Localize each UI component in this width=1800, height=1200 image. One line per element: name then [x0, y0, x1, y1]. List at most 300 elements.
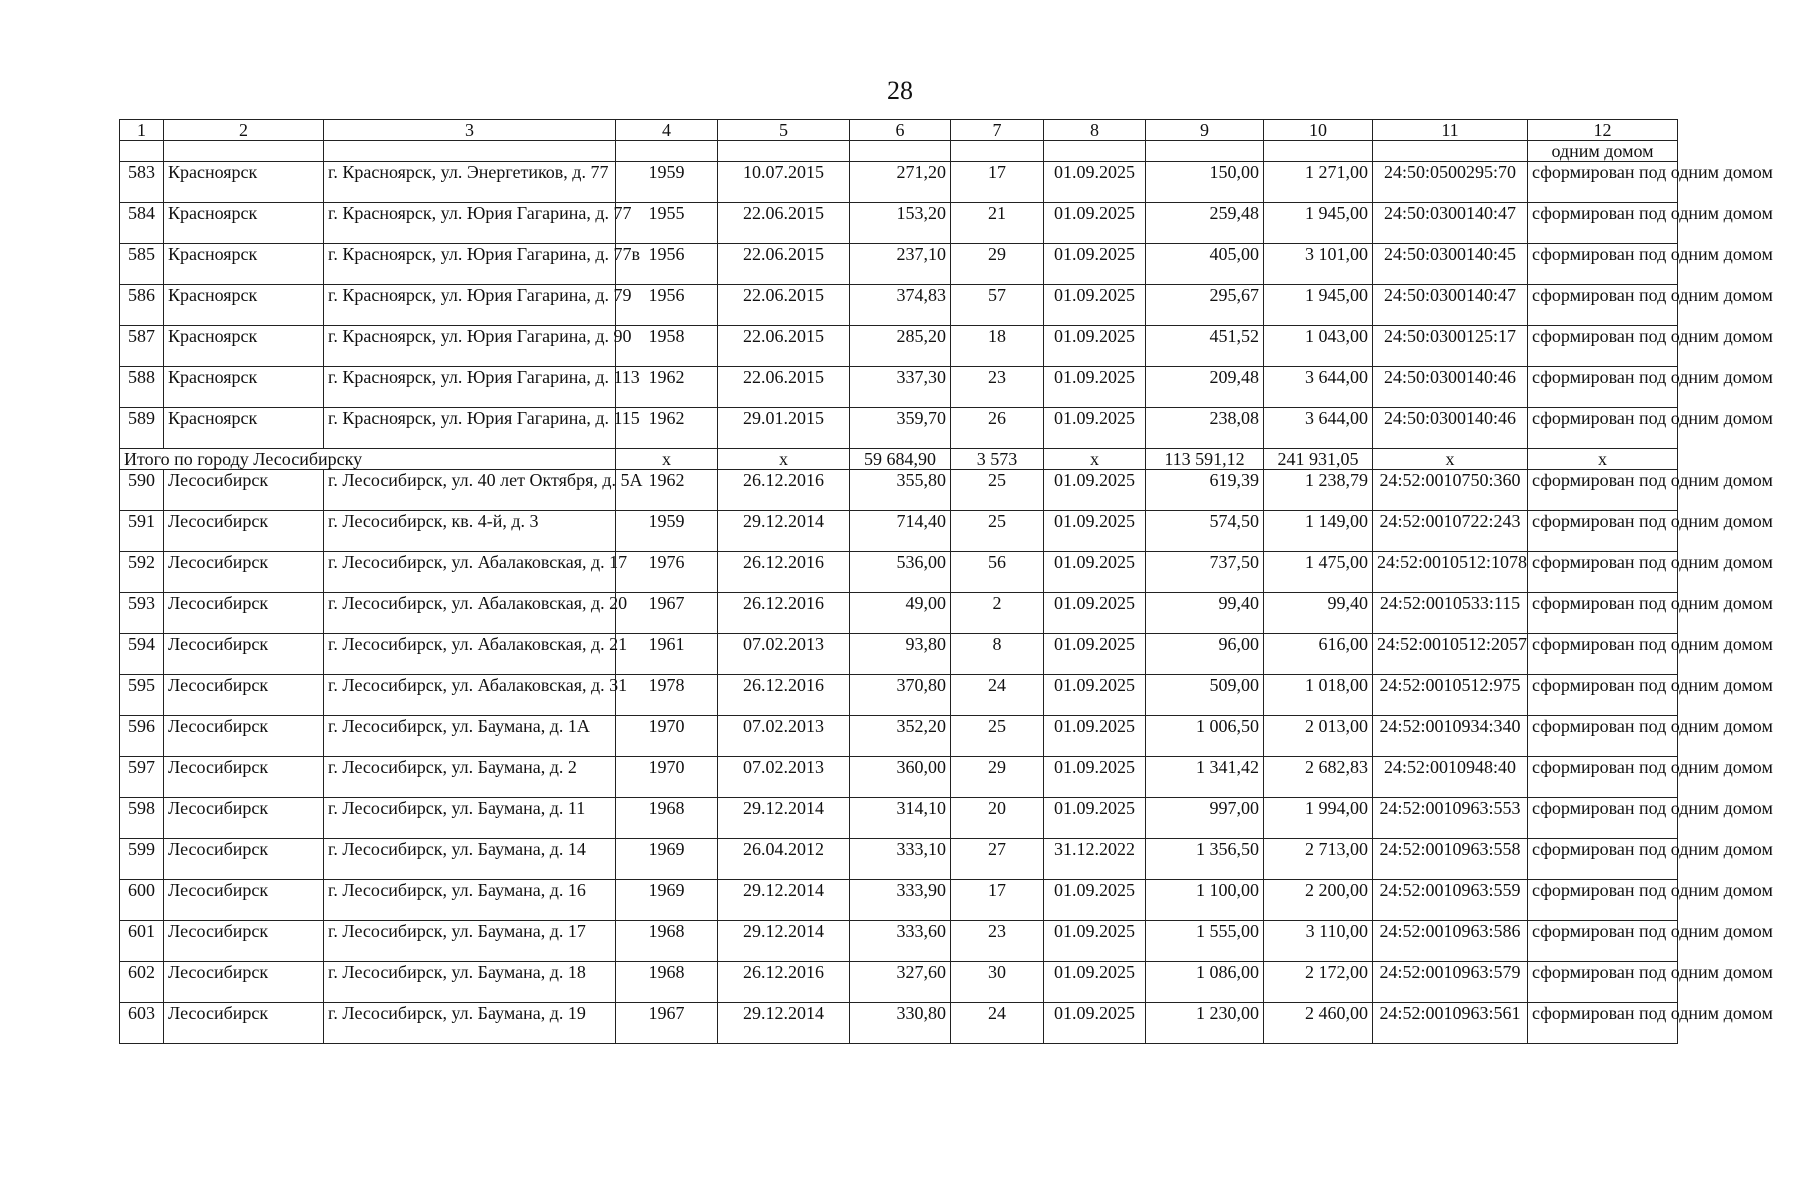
date-cell: 22.06.2015: [718, 244, 850, 285]
cadastral-cell: 24:52:0010750:360: [1373, 470, 1528, 511]
col10-cell: 1 994,00: [1264, 798, 1373, 839]
cadastral-cell: 24:52:0010963:586: [1373, 921, 1528, 962]
col10-cell: 99,40: [1264, 593, 1373, 634]
address-cell: г. Лесосибирск, кв. 4-й, д. 3: [324, 511, 616, 552]
cadastral-cell: 24:50:0300140:46: [1373, 367, 1528, 408]
status-cell: сформирован под одним домом: [1528, 367, 1678, 408]
col10-cell: 1 018,00: [1264, 675, 1373, 716]
total-date: х: [718, 449, 850, 470]
col10-cell: 1 945,00: [1264, 285, 1373, 326]
row-number: 603: [120, 1003, 164, 1044]
cadastral-cell: 24:52:0010963:553: [1373, 798, 1528, 839]
status-cell: сформирован под одним домом: [1528, 203, 1678, 244]
col9-cell: 619,39: [1146, 470, 1264, 511]
year-cell: 1961: [616, 634, 718, 675]
area-cell: 337,30: [850, 367, 951, 408]
deadline-cell: 01.09.2025: [1044, 880, 1146, 921]
address-cell: г. Лесосибирск, ул. Баумана, д. 17: [324, 921, 616, 962]
status-cell: сформирован под одним домом: [1528, 675, 1678, 716]
year-cell: 1968: [616, 921, 718, 962]
area-cell: 370,80: [850, 675, 951, 716]
cadastral-cell: 24:50:0300140:47: [1373, 203, 1528, 244]
area-cell: 374,83: [850, 285, 951, 326]
page-number: 28: [887, 76, 913, 105]
row-number: 600: [120, 880, 164, 921]
column-number-row: [120, 120, 1678, 141]
area-cell: 271,20: [850, 162, 951, 203]
table-row: [120, 675, 1678, 716]
col10-cell: 616,00: [1264, 634, 1373, 675]
city-cell: Лесосибирск: [164, 1003, 324, 1044]
city-cell: Лесосибирск: [164, 839, 324, 880]
column-number: 8: [1044, 120, 1146, 141]
cadastral-cell: 24:52:0010934:340: [1373, 716, 1528, 757]
address-cell: г. Лесосибирск, ул. Баумана, д. 11: [324, 798, 616, 839]
status-cell: сформирован под одним домом: [1528, 1003, 1678, 1044]
col10-cell: 1 149,00: [1264, 511, 1373, 552]
people-cell: 2: [951, 593, 1044, 634]
address-cell: г. Красноярск, ул. Юрия Гагарина, д. 77в: [324, 244, 616, 285]
deadline-cell: 01.09.2025: [1044, 634, 1146, 675]
area-cell: 49,00: [850, 593, 951, 634]
year-cell: 1967: [616, 593, 718, 634]
city-cell: Лесосибирск: [164, 921, 324, 962]
col10-cell: 3 101,00: [1264, 244, 1373, 285]
deadline-cell: 01.09.2025: [1044, 326, 1146, 367]
area-cell: 333,10: [850, 839, 951, 880]
col9-cell: 1 100,00: [1146, 880, 1264, 921]
year-cell: 1976: [616, 552, 718, 593]
people-cell: 8: [951, 634, 1044, 675]
deadline-cell: 01.09.2025: [1044, 408, 1146, 449]
people-cell: 17: [951, 880, 1044, 921]
year-cell: 1969: [616, 839, 718, 880]
year-cell: 1978: [616, 675, 718, 716]
table-row: [120, 880, 1678, 921]
deadline-cell: 01.09.2025: [1044, 511, 1146, 552]
city-total-section: [120, 449, 1678, 470]
status-cell: сформирован под одним домом: [1528, 634, 1678, 675]
city-cell: Лесосибирск: [164, 675, 324, 716]
date-cell: 29.12.2014: [718, 511, 850, 552]
row-number: 595: [120, 675, 164, 716]
address-cell: г. Лесосибирск, ул. Баумана, д. 1А: [324, 716, 616, 757]
deadline-cell: 01.09.2025: [1044, 757, 1146, 798]
address-cell: г. Лесосибирск, ул. 40 лет Октября, д. 5А: [324, 470, 616, 511]
col10-cell: 1 238,79: [1264, 470, 1373, 511]
table-row: [120, 244, 1678, 285]
col10-cell: 2 172,00: [1264, 962, 1373, 1003]
area-cell: 359,70: [850, 408, 951, 449]
deadline-cell: 01.09.2025: [1044, 367, 1146, 408]
table-row: [120, 798, 1678, 839]
col10-cell: 2 682,83: [1264, 757, 1373, 798]
row-number: 587: [120, 326, 164, 367]
city-cell: Красноярск: [164, 244, 324, 285]
row-number: 596: [120, 716, 164, 757]
row-number: 585: [120, 244, 164, 285]
people-cell: 17: [951, 162, 1044, 203]
col9-cell: 209,48: [1146, 367, 1264, 408]
row-number: 591: [120, 511, 164, 552]
date-cell: 26.04.2012: [718, 839, 850, 880]
people-cell: 23: [951, 921, 1044, 962]
table-row: [120, 1003, 1678, 1044]
table-row: [120, 716, 1678, 757]
column-number: 11: [1373, 120, 1528, 141]
address-cell: г. Лесосибирск, ул. Абалаковская, д. 20: [324, 593, 616, 634]
date-cell: 26.12.2016: [718, 470, 850, 511]
people-cell: 25: [951, 470, 1044, 511]
cadastral-cell: 24:52:0010963:579: [1373, 962, 1528, 1003]
row-number: 602: [120, 962, 164, 1003]
area-cell: 333,60: [850, 921, 951, 962]
status-cell: сформирован под одним домом: [1528, 593, 1678, 634]
people-cell: 30: [951, 962, 1044, 1003]
col10-cell: 1 475,00: [1264, 552, 1373, 593]
address-cell: г. Лесосибирск, ул. Баумана, д. 16: [324, 880, 616, 921]
area-cell: 314,10: [850, 798, 951, 839]
status-cell: сформирован под одним домом: [1528, 162, 1678, 203]
cadastral-cell: 24:52:0010533:115: [1373, 593, 1528, 634]
col9-cell: 150,00: [1146, 162, 1264, 203]
date-cell: 29.12.2014: [718, 880, 850, 921]
lesosibirsk-section: [120, 470, 1773, 1044]
status-cell: сформирован под одним домом: [1528, 962, 1678, 1003]
date-cell: 07.02.2013: [718, 634, 850, 675]
col10-cell: 3 644,00: [1264, 408, 1373, 449]
cadastral-cell: 24:50:0300140:46: [1373, 408, 1528, 449]
col10-cell: 2 200,00: [1264, 880, 1373, 921]
table-row: [120, 552, 1678, 593]
column-number: 6: [850, 120, 951, 141]
address-cell: г. Красноярск, ул. Юрия Гагарина, д. 115: [324, 408, 616, 449]
total-label: Итого по городу Лесосибирску: [120, 449, 616, 470]
year-cell: 1959: [616, 162, 718, 203]
year-cell: 1967: [616, 1003, 718, 1044]
col10-cell: 2 713,00: [1264, 839, 1373, 880]
row-number: 601: [120, 921, 164, 962]
continuation-row: [120, 141, 1678, 162]
deadline-cell: 31.12.2022: [1044, 839, 1146, 880]
table-row: [120, 203, 1678, 244]
col10-cell: 3 110,00: [1264, 921, 1373, 962]
address-cell: г. Красноярск, ул. Юрия Гагарина, д. 113: [324, 367, 616, 408]
area-cell: 237,10: [850, 244, 951, 285]
people-cell: 26: [951, 408, 1044, 449]
column-number: 4: [616, 120, 718, 141]
status-cell: сформирован под одним домом: [1528, 285, 1678, 326]
deadline-cell: 01.09.2025: [1044, 798, 1146, 839]
cadastral-cell: 24:52:0010963:558: [1373, 839, 1528, 880]
deadline-cell: 01.09.2025: [1044, 716, 1146, 757]
date-cell: 22.06.2015: [718, 367, 850, 408]
year-cell: 1962: [616, 367, 718, 408]
date-cell: 29.12.2014: [718, 1003, 850, 1044]
city-cell: Лесосибирск: [164, 798, 324, 839]
col10-cell: 2 013,00: [1264, 716, 1373, 757]
city-cell: Лесосибирск: [164, 757, 324, 798]
year-cell: 1969: [616, 880, 718, 921]
status-cell: сформирован под одним домом: [1528, 244, 1678, 285]
row-number: 597: [120, 757, 164, 798]
status-cell: сформирован под одним домом: [1528, 408, 1678, 449]
address-cell: г. Красноярск, ул. Юрия Гагарина, д. 79: [324, 285, 616, 326]
table-row: [120, 757, 1678, 798]
status-cell: сформирован под одним домом: [1528, 716, 1678, 757]
year-cell: 1959: [616, 511, 718, 552]
column-number: 12: [1528, 120, 1678, 141]
address-cell: г. Лесосибирск, ул. Абалаковская, д. 21: [324, 634, 616, 675]
total-people: 3 573: [951, 449, 1044, 470]
col9-cell: 295,67: [1146, 285, 1264, 326]
deadline-cell: 01.09.2025: [1044, 675, 1146, 716]
year-cell: 1968: [616, 798, 718, 839]
people-cell: 56: [951, 552, 1044, 593]
row-number: 588: [120, 367, 164, 408]
city-cell: Красноярск: [164, 203, 324, 244]
column-number: 1: [120, 120, 164, 141]
column-number: 10: [1264, 120, 1373, 141]
date-cell: 22.06.2015: [718, 203, 850, 244]
deadline-cell: 01.09.2025: [1044, 962, 1146, 1003]
column-number: 9: [1146, 120, 1264, 141]
area-cell: 330,80: [850, 1003, 951, 1044]
date-cell: 26.12.2016: [718, 962, 850, 1003]
table-row: [120, 285, 1678, 326]
col9-cell: 997,00: [1146, 798, 1264, 839]
col9-cell: 96,00: [1146, 634, 1264, 675]
year-cell: 1962: [616, 408, 718, 449]
cadastral-cell: 24:50:0300140:45: [1373, 244, 1528, 285]
status-cell: сформирован под одним домом: [1528, 511, 1678, 552]
city-cell: Красноярск: [164, 367, 324, 408]
col9-cell: 1 230,00: [1146, 1003, 1264, 1044]
total-col10: 241 931,05: [1264, 449, 1373, 470]
krasnoyarsk-section: [120, 141, 1773, 449]
deadline-cell: 01.09.2025: [1044, 593, 1146, 634]
col9-cell: 509,00: [1146, 675, 1264, 716]
city-cell: Красноярск: [164, 285, 324, 326]
city-cell: Лесосибирск: [164, 552, 324, 593]
total-col9: 113 591,12: [1146, 449, 1264, 470]
total-cadastral: х: [1373, 449, 1528, 470]
deadline-cell: 01.09.2025: [1044, 244, 1146, 285]
address-cell: г. Лесосибирск, ул. Баумана, д. 2: [324, 757, 616, 798]
people-cell: 29: [951, 757, 1044, 798]
row-number: 586: [120, 285, 164, 326]
column-number: 5: [718, 120, 850, 141]
status-cell: сформирован под одним домом: [1528, 326, 1678, 367]
area-cell: 360,00: [850, 757, 951, 798]
date-cell: 26.12.2016: [718, 552, 850, 593]
deadline-cell: 01.09.2025: [1044, 470, 1146, 511]
table-row: [120, 326, 1678, 367]
city-cell: Лесосибирск: [164, 593, 324, 634]
cadastral-cell: 24:50:0500295:70: [1373, 162, 1528, 203]
deadline-cell: 01.09.2025: [1044, 162, 1146, 203]
col9-cell: 405,00: [1146, 244, 1264, 285]
people-cell: 57: [951, 285, 1044, 326]
col9-cell: 737,50: [1146, 552, 1264, 593]
cadastral-cell: 24:50:0300140:47: [1373, 285, 1528, 326]
people-cell: 27: [951, 839, 1044, 880]
status-cell: сформирован под одним домом: [1528, 552, 1678, 593]
city-cell: Лесосибирск: [164, 962, 324, 1003]
city-total-row: [120, 449, 1678, 470]
total-deadline: х: [1044, 449, 1146, 470]
people-cell: 25: [951, 511, 1044, 552]
col10-cell: 1 945,00: [1264, 203, 1373, 244]
col9-cell: 451,52: [1146, 326, 1264, 367]
table-row: [120, 962, 1678, 1003]
row-number: 590: [120, 470, 164, 511]
date-cell: 29.12.2014: [718, 921, 850, 962]
row-number: 583: [120, 162, 164, 203]
date-cell: 26.12.2016: [718, 675, 850, 716]
table-row: [120, 634, 1678, 675]
city-cell: Лесосибирск: [164, 716, 324, 757]
date-cell: 07.02.2013: [718, 757, 850, 798]
date-cell: 22.06.2015: [718, 326, 850, 367]
col9-cell: 1 086,00: [1146, 962, 1264, 1003]
year-cell: 1958: [616, 326, 718, 367]
date-cell: 22.06.2015: [718, 285, 850, 326]
address-cell: г. Лесосибирск, ул. Баумана, д. 19: [324, 1003, 616, 1044]
city-cell: Лесосибирск: [164, 634, 324, 675]
col9-cell: 99,40: [1146, 593, 1264, 634]
address-cell: г. Лесосибирск, ул. Абалаковская, д. 31: [324, 675, 616, 716]
col9-cell: 1 006,50: [1146, 716, 1264, 757]
year-cell: 1970: [616, 757, 718, 798]
cadastral-cell: 24:52:0010512:2057: [1373, 634, 1528, 675]
column-number: 7: [951, 120, 1044, 141]
status-cell: сформирован под одним домом: [1528, 921, 1678, 962]
status-cell: сформирован под одним домом: [1528, 470, 1678, 511]
date-cell: 07.02.2013: [718, 716, 850, 757]
total-area: 59 684,90: [850, 449, 951, 470]
status-cell: сформирован под одним домом: [1528, 798, 1678, 839]
status-cell: сформирован под одним домом: [1528, 880, 1678, 921]
year-cell: 1956: [616, 285, 718, 326]
row-number: 598: [120, 798, 164, 839]
date-cell: 29.12.2014: [718, 798, 850, 839]
year-cell: 1962: [616, 470, 718, 511]
year-cell: 1955: [616, 203, 718, 244]
cadastral-cell: 24:52:0010948:40: [1373, 757, 1528, 798]
cadastral-cell: 24:52:0010512:975: [1373, 675, 1528, 716]
address-cell: г. Лесосибирск, ул. Баумана, д. 14: [324, 839, 616, 880]
col10-cell: 2 460,00: [1264, 1003, 1373, 1044]
area-cell: 352,20: [850, 716, 951, 757]
people-cell: 25: [951, 716, 1044, 757]
area-cell: 327,60: [850, 962, 951, 1003]
cadastral-cell: 24:50:0300125:17: [1373, 326, 1528, 367]
row-number: 592: [120, 552, 164, 593]
area-cell: 93,80: [850, 634, 951, 675]
people-cell: 24: [951, 1003, 1044, 1044]
city-cell: Лесосибирск: [164, 880, 324, 921]
area-cell: 355,80: [850, 470, 951, 511]
area-cell: 285,20: [850, 326, 951, 367]
date-cell: 10.07.2015: [718, 162, 850, 203]
col9-cell: 1 555,00: [1146, 921, 1264, 962]
people-cell: 20: [951, 798, 1044, 839]
deadline-cell: 01.09.2025: [1044, 921, 1146, 962]
area-cell: 536,00: [850, 552, 951, 593]
col10-cell: 1 043,00: [1264, 326, 1373, 367]
address-cell: г. Красноярск, ул. Юрия Гагарина, д. 77: [324, 203, 616, 244]
year-cell: 1970: [616, 716, 718, 757]
city-cell: Лесосибирск: [164, 511, 324, 552]
people-cell: 29: [951, 244, 1044, 285]
table-row: [120, 593, 1678, 634]
col9-cell: 238,08: [1146, 408, 1264, 449]
table-row: [120, 162, 1678, 203]
row-number: 593: [120, 593, 164, 634]
address-cell: г. Красноярск, ул. Энергетиков, д. 77: [324, 162, 616, 203]
year-cell: 1956: [616, 244, 718, 285]
cadastral-cell: 24:52:0010963:559: [1373, 880, 1528, 921]
col9-cell: 1 341,42: [1146, 757, 1264, 798]
address-cell: г. Красноярск, ул. Юрия Гагарина, д. 90: [324, 326, 616, 367]
people-cell: 18: [951, 326, 1044, 367]
cadastral-cell: 24:52:0010512:1078: [1373, 552, 1528, 593]
address-cell: г. Лесосибирск, ул. Абалаковская, д. 17: [324, 552, 616, 593]
area-cell: 153,20: [850, 203, 951, 244]
col10-cell: 1 271,00: [1264, 162, 1373, 203]
city-cell: Красноярск: [164, 326, 324, 367]
status-cell: сформирован под одним домом: [1528, 757, 1678, 798]
col9-cell: 574,50: [1146, 511, 1264, 552]
column-number: 2: [164, 120, 324, 141]
people-cell: 21: [951, 203, 1044, 244]
area-cell: 333,90: [850, 880, 951, 921]
city-cell: Красноярск: [164, 408, 324, 449]
status-cell: одним домом: [1528, 141, 1678, 162]
deadline-cell: 01.09.2025: [1044, 203, 1146, 244]
deadline-cell: 01.09.2025: [1044, 285, 1146, 326]
date-cell: 29.01.2015: [718, 408, 850, 449]
status-cell: сформирован под одним домом: [1528, 839, 1678, 880]
area-cell: 714,40: [850, 511, 951, 552]
city-cell: Красноярск: [164, 162, 324, 203]
cadastral-cell: 24:52:0010963:561: [1373, 1003, 1528, 1044]
col10-cell: 3 644,00: [1264, 367, 1373, 408]
cadastral-cell: 24:52:0010722:243: [1373, 511, 1528, 552]
deadline-cell: 01.09.2025: [1044, 552, 1146, 593]
table-row: [120, 921, 1678, 962]
row-number: 584: [120, 203, 164, 244]
table-row: [120, 511, 1678, 552]
column-number: 3: [324, 120, 616, 141]
table-row: [120, 839, 1678, 880]
deadline-cell: 01.09.2025: [1044, 1003, 1146, 1044]
col9-cell: 1 356,50: [1146, 839, 1264, 880]
row-number: 599: [120, 839, 164, 880]
housing-registry-table: [119, 119, 1773, 1044]
row-number: 589: [120, 408, 164, 449]
table-row: [120, 408, 1678, 449]
table-row: [120, 367, 1678, 408]
total-status: х: [1528, 449, 1678, 470]
date-cell: 26.12.2016: [718, 593, 850, 634]
year-cell: 1968: [616, 962, 718, 1003]
people-cell: 23: [951, 367, 1044, 408]
total-year: х: [616, 449, 718, 470]
people-cell: 24: [951, 675, 1044, 716]
table-row: [120, 470, 1678, 511]
